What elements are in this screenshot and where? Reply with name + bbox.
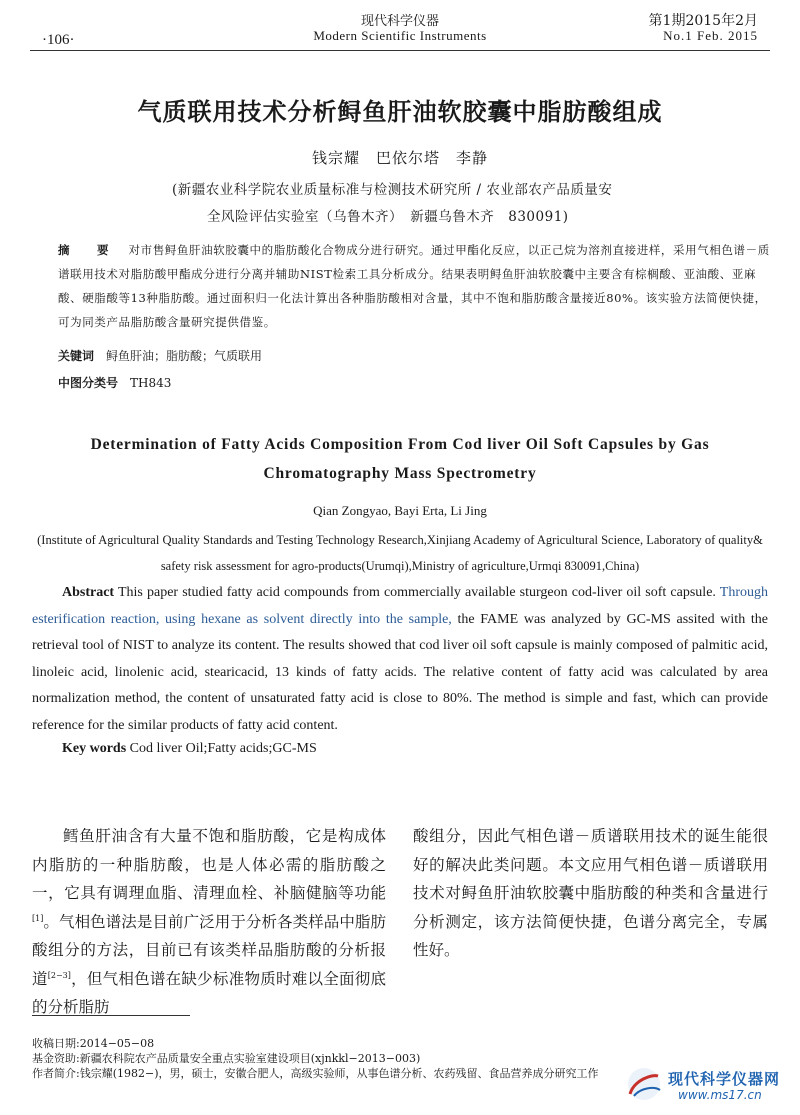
body-text: ，但气相色谱在缺少标准物质时难以全面彻底的分析脂肪 [32, 969, 386, 1016]
footnote-rule [32, 1015, 190, 1016]
page-number: ·106· [42, 32, 75, 48]
abstract-en-label: Abstract [62, 585, 115, 600]
footnote-funding: 基金资助:新疆农科院农产品质量安全重点实验室建设项目(xjnkkl−2013−003) [32, 1052, 421, 1065]
abstract-cn-label: 摘 要 [58, 243, 117, 257]
watermark-url: www.ms17.cn [678, 1088, 762, 1102]
affiliation-cn-line2: 全风险评估实验室（乌鲁木齐） 新疆乌鲁木齐 830091) [207, 209, 569, 225]
keywords-en-text: Cod liver Oil;Fatty acids;GC-MS [126, 741, 317, 756]
body-text: 鳕鱼肝油含有大量不饱和脂肪酸，它是构成体内脂肪的一种脂肪酸，也是人体必需的脂肪酸之一，它具有调理血脂、清理血栓、补脑健脑等功能 [32, 827, 386, 902]
paper-title-en-line2: Chromatography Mass Spectrometry [263, 465, 537, 482]
footnotes [32, 1036, 599, 1081]
keywords-en [62, 741, 317, 757]
watermark-logo-icon [624, 1066, 664, 1102]
clc-label: 中图分类号 [58, 376, 119, 390]
affiliation-cn-line1: (新疆农业科学院农业质量标准与检测技术研究所 / 农业部农产品质量安 [172, 182, 613, 198]
issue-date-en: No.1 Feb. 2015 [663, 28, 758, 43]
abstract-cn-text: 对市售鲟鱼肝油软胶囊中的脂肪酸化合物成分进行研究。通过甲酯化反应，以正己烷为溶剂直接进样，采用气相色谱－质谱联用技术对脂肪酸甲酯成分进行分离并辅助NIST检索工具分析成分。结果表明鲟鱼肝油软胶囊中主要含有棕榈酸、亚油酸、亚麻酸、硬脂酸等13种脂肪酸。通过面积归一化法计算出各种脂肪酸相对含量，其中不饱和脂肪酸含量接近80%。该实验方法简便快捷，可为同类产品脂肪酸含量研究提供借鉴。 [58, 243, 770, 329]
paper-title-en-line1: Determination of Fatty Acids Composition From Cod liver Oil Soft Capsules by Gas [90, 436, 710, 453]
abstract-en-part1: This paper studied fatty acid compounds from commercially available sturgeon cod-liver oil soft capsule. [114, 585, 720, 600]
keywords-cn-label: 关键词 [58, 349, 95, 363]
issue-date-cn: 第1期2015年2月 [648, 13, 758, 29]
affiliation-en: (Institute of Agricultural Quality Standards and Testing Technology Research,Xinjiang Academy of Agricultural Science, Laboratory of quality& safety risk assessment for agro-products(Urumqi),Ministry of agriculture,Urmqi 830091,China) [37, 533, 763, 573]
abstract-en [32, 580, 768, 739]
abstract-cn [58, 238, 776, 334]
body-text: 。气相色谱法是目前广泛用于分析各类样品中脂肪酸组分的方法，目前已有该类样品脂肪酸的分析报道 [32, 912, 386, 988]
abstract-en-highlight: Through esterification reaction, using hexane as solvent directly into the sample, [32, 585, 768, 627]
journal-name-en: Modern Scientific Instruments [313, 28, 487, 43]
footnote-author: 作者简介:钱宗耀(1982−)，男，硕士，安徽合肥人，高级实验师，从事色谱分析、农药残留、食品营养成分研究工作 [32, 1067, 599, 1080]
paper-title-en [0, 430, 800, 488]
abstract-en-part2: the FAME was analyzed by GC-MS assited with the retrieval tool of NIST to analyze its content. The results showed that cod liver oil soft capsule is mainly composed of palmitic acid, linoleic acid, linolenic acid, stearicacid, 13 kinds of fatty acids. The relative content of fatty acid was calculated by area normalization method, the content of unsaturated fatty acid is close to 80%. The method is simple and fast, which can provide reference for the similar products of fatty acid content. [32, 611, 768, 733]
citation-ref: [1] [32, 913, 44, 923]
keywords-en-label: Key words [62, 741, 127, 756]
site-watermark [624, 1062, 794, 1107]
paper-title-cn: 气质联用技术分析鲟鱼肝油软胶囊中脂肪酸组成 [137, 97, 663, 126]
journal-name-cn: 现代科学仪器 [360, 14, 439, 29]
footnote-received: 收稿日期:2014−05−08 [32, 1037, 155, 1050]
authors-en: Qian Zongyao, Bayi Erta, Li Jing [313, 503, 487, 518]
clc-value: TH843 [130, 376, 172, 390]
keywords-cn [58, 346, 262, 366]
watermark-name: 现代科学仪器网 [668, 1070, 781, 1088]
keywords-cn-text: 鲟鱼肝油；脂肪酸；气质联用 [106, 349, 263, 363]
header-rule [30, 50, 770, 51]
body-column-left [32, 822, 386, 1022]
clc-number [58, 373, 171, 393]
body-column-right: 酸组分，因此气相色谱－质谱联用技术的诞生能很好的解决此类问题。本文应用气相色谱－质谱联用技术对鲟鱼肝油软胶囊中脂肪酸的种类和含量进行分析测定，该方法简便快捷，色谱分离完全，专属性好。 [413, 827, 768, 959]
authors-cn: 钱宗耀 巴依尔塔 李静 [311, 149, 488, 167]
citation-ref: [2−3] [47, 970, 71, 980]
